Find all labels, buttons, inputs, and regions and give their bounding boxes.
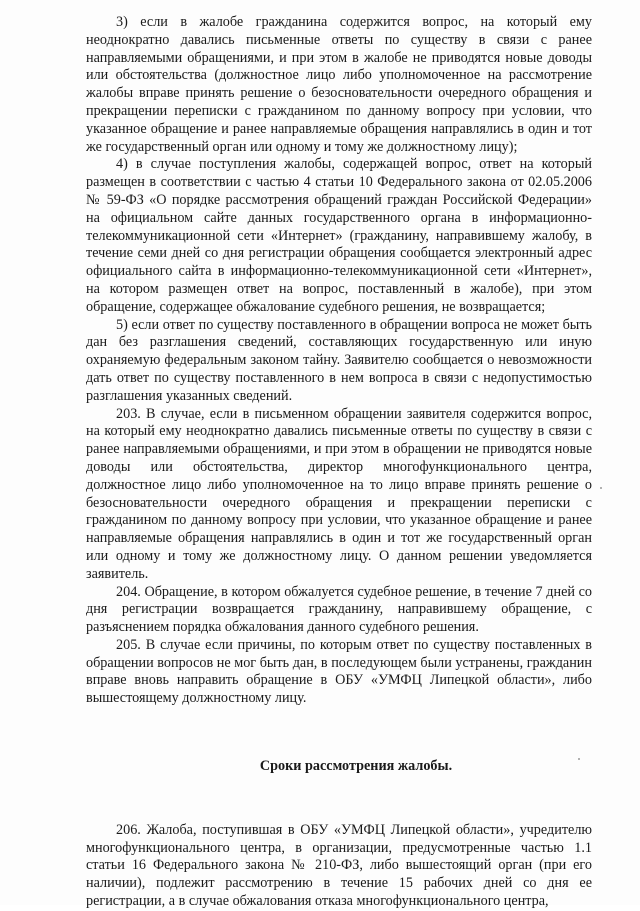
paragraph-item-4: 4) в случае поступления жалобы, содержащей вопрос, ответ на который размещен в соответствии с частью 4 статьи 10 Федерального закона от 02.05.2006 № 59-ФЗ «О порядке рассмотрения обращений граждан Российской Федерации» на официальном сайте данных государственного органа в информационно-телекоммуникационной сети «Интернет» (гражданину, направившему жалобу, в течение семи дней со дня регистрации обращения сообщается электронный адрес официального сайта в информационно-телекоммуникационной сети «Интернет», на котором размещен ответ на вопрос, поставленный в жалобе), при этом обращение, содержащее обжалование судебного решения, не возвращается;	[86, 156, 592, 315]
paragraph-item-3: 3) если в жалобе гражданина содержится вопрос, на который ему неоднократно давались письменные ответы по существу в связи с ранее направляемыми обращениями, и при этом в жалобе не приводятся новые доводы или обстоятельства (должностное лицо либо уполномоченное на рассмотрение жалобы вправе принять решение о безосновательности очередного обращения и прекращении переписки с гражданином по данному вопросу при условии, что указанное обращение и ранее направляемые обращения направлялись в один и тот же государственный орган или одному и тому же должностному лицу);	[86, 14, 592, 155]
document-body	[86, 14, 592, 911]
paragraph-item-5: 5) если ответ по существу поставленного в обращении вопроса не может быть дан без разглашения сведений, составляющих государственную или иную охраняемую федеральным законом тайну. Заявителю сообщается о невозможности дать ответ по существу поставленного в нем вопроса в связи с недопустимостью разглашения указанных сведений.	[86, 316, 592, 404]
scan-speck	[578, 758, 580, 760]
paragraph-203: 203. В случае, если в письменном обращении заявителя содержится вопрос, на который ему неоднократно давались письменные ответы по существу в связи с ранее направляемыми обращениями, и при этом в обращении не приводятся новые доводы или обстоятельства, директор многофункционального центра, должностное лицо либо уполномоченное на то лицо вправе принять решение о безосновательности очередного обращения и прекращении переписки с гражданином по данному вопросу при условии, что указанное обращение и ранее направляемые обращения направлялись в один и тот же государственный орган или одному и тому же должностному лицу. О данном решении уведомляется заявитель.	[86, 405, 592, 582]
section-heading: Сроки рассмотрения жалобы.	[259, 758, 453, 775]
paragraph-204: 204. Обращение, в котором обжалуется судебное решение, в течение 7 дней со дня регистрации возвращается гражданину, направившему обращение, с разъяснением порядка обжалования данного судебного решения.	[86, 583, 592, 636]
paragraph-205: 205. В случае если причины, по которым ответ по существу поставленных в обращении вопросов не мог быть дан, в последующем были устранены, гражданин вправе вновь направить обращение в ОБУ «УМФЦ Липецкой области», либо вышестоящему должностному лицу.	[86, 636, 592, 707]
scan-speck	[600, 487, 602, 489]
paragraph-206: 206. Жалоба, поступившая в ОБУ «УМФЦ Липецкой области», учредителю многофункционального центра, в организации, предусмотренные частью 1.1 статьи 16 Федерального закона № 210-ФЗ, либо вышестоящий орган (при его наличии), подлежит рассмотрению в течение 15 рабочих дней со дня ее регистрации, а в случае обжалования отказа многофункционального центра,	[86, 821, 592, 910]
